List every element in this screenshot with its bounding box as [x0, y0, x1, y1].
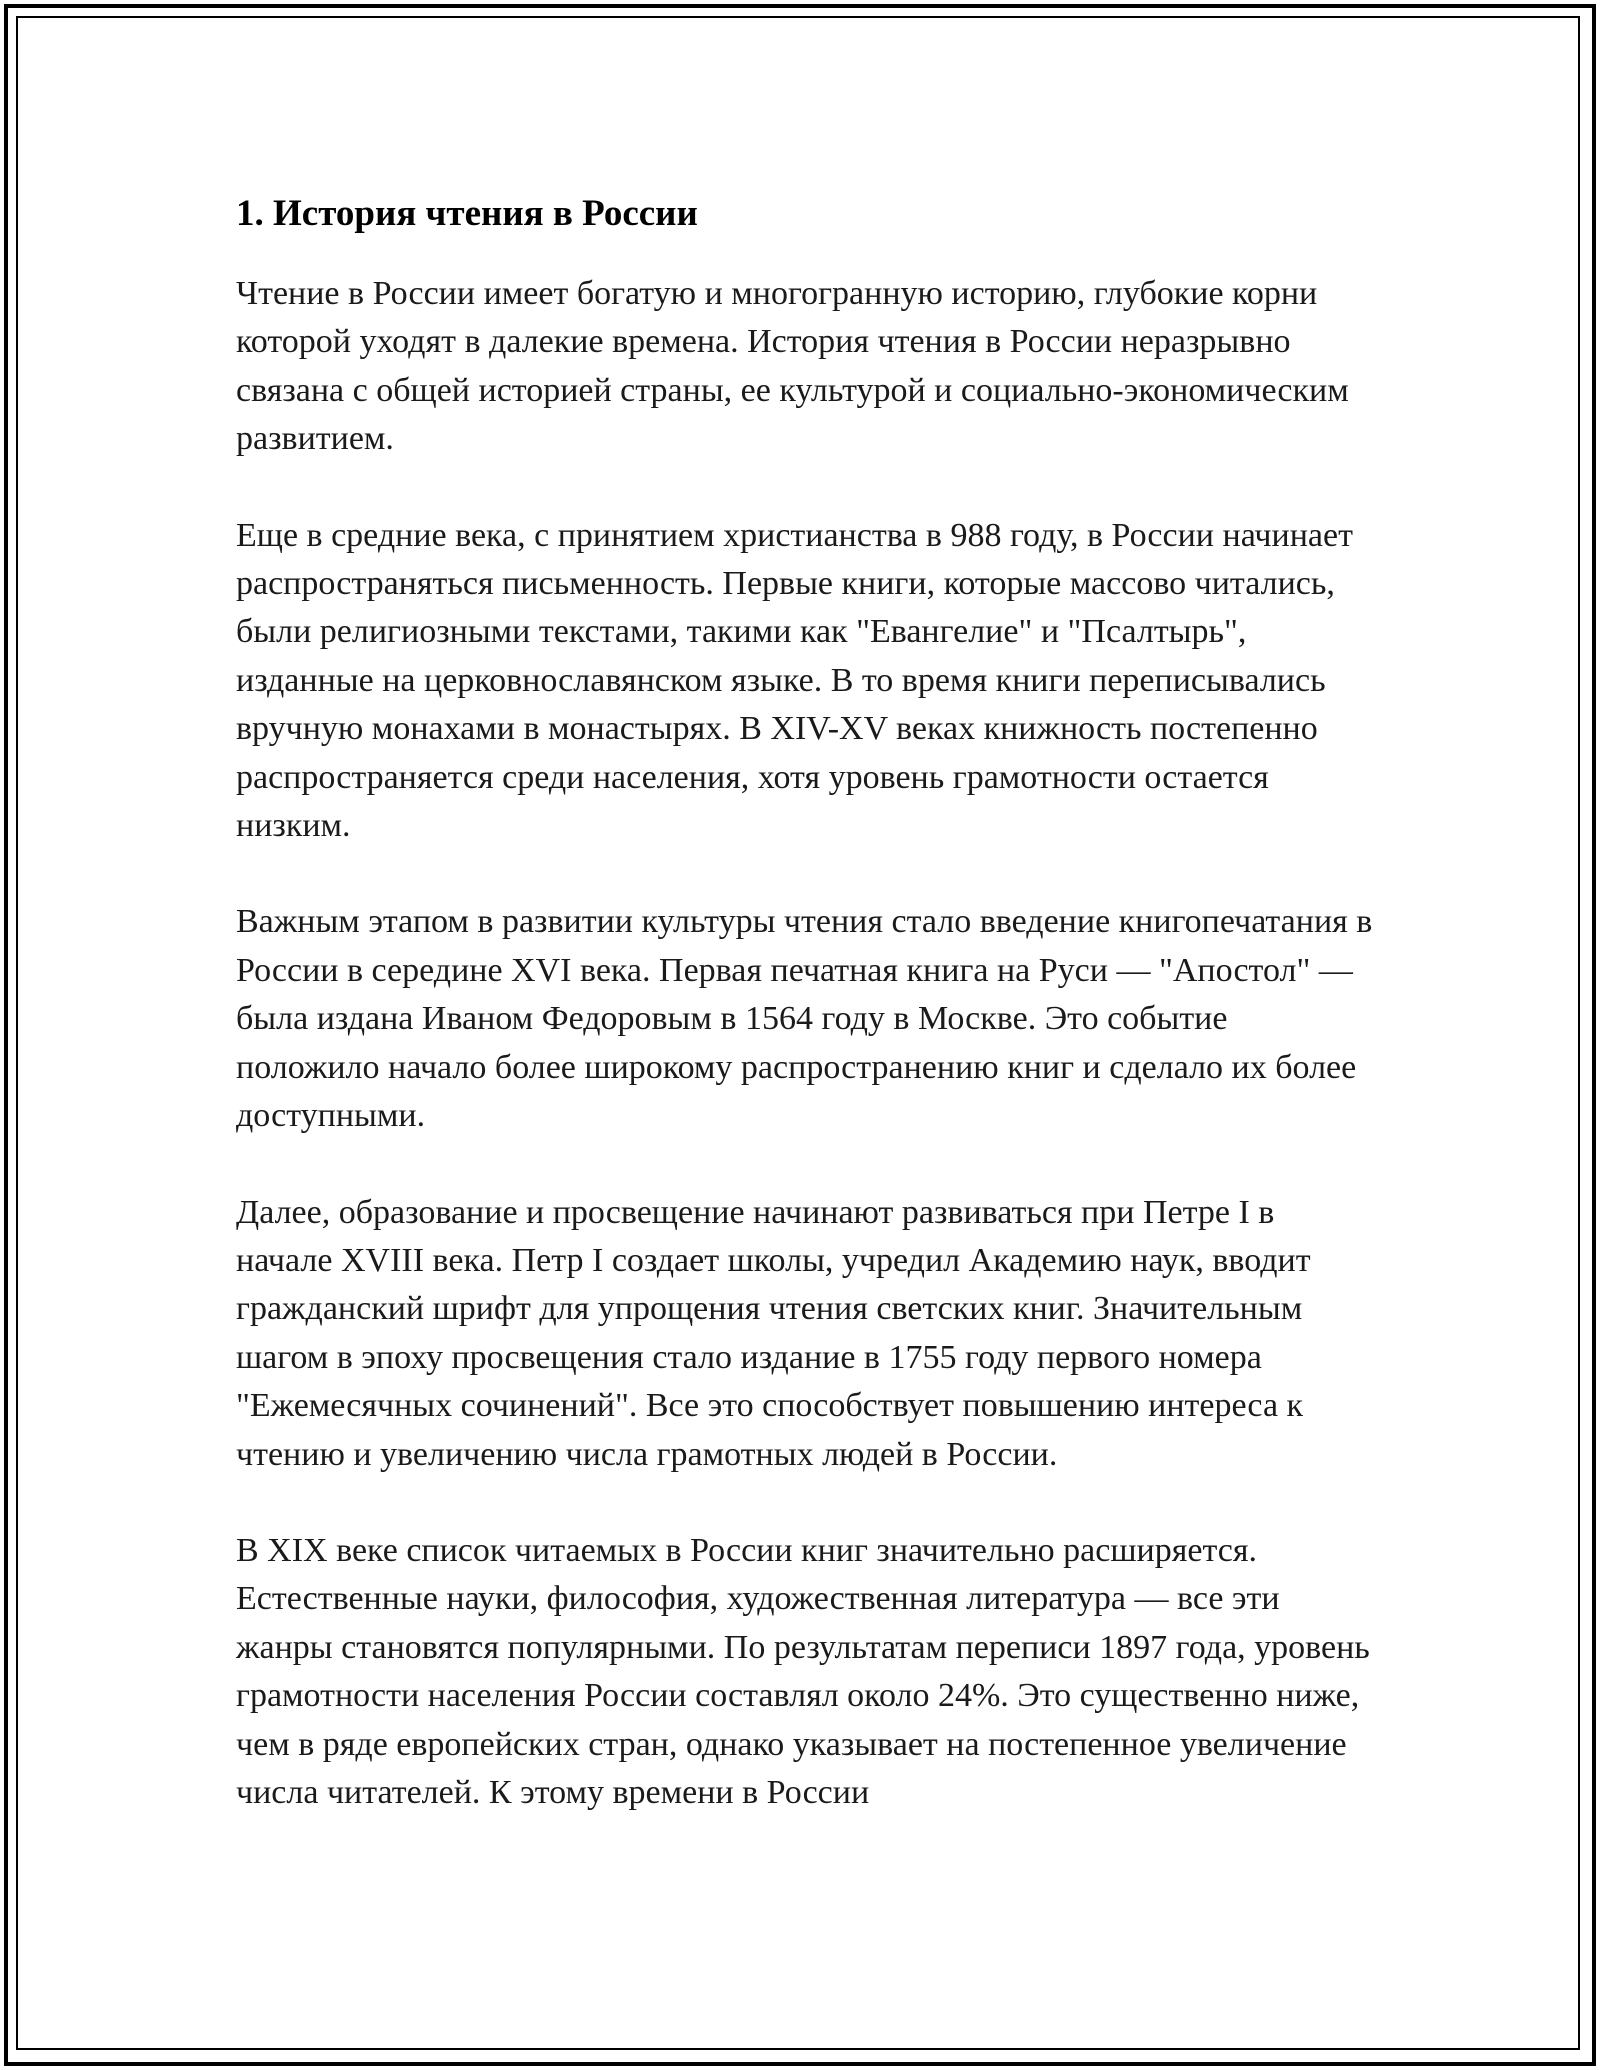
paragraph-nineteenth-century: В XIX веке список читаемых в России книг значительно расширяется. Естественные науки, философия, художественная литература — все эти жанры становятся популярными. По результатам переписи 1897 года, уровень грамотности населения России составлял около 24%. Это существенно ниже, чем в ряде европейских стран, однако указывает на постепенное увеличение числа читателей. К этому времени в России [236, 1531, 1370, 1811]
paragraph-middle-ages: Еще в средние века, с принятием христианства в 988 году, в России начинает распространяться письменность. Первые книги, которые массово читались, были религиозными текстами, такими как "Евангелие" и "Псалтырь", изданные на церковнославянском языке. В то время книги переписывались вручную монахами в монастырях. В XIV-XV веках книжность постепенно распространяется среди населения, хотя уровень грамотности остается низким. [236, 516, 1353, 845]
section-heading: 1. История чтения в России [236, 193, 698, 234]
paragraph-intro: Чтение в России имеет богатую и многогранную историю, глубокие корни которой уходят в далекие времена. История чтения в России неразрывно связана с общей историей страны, ее культурой и социально-экономическим развитием. [236, 275, 1349, 458]
paragraph-printing: Важным этапом в развитии культуры чтения стало введение книгопечатания в России в середине XVI века. Первая печатная книга на Руси — "Апостол" — была издана Иваном Федоровым в 1564 году в Москве. Это событие положило начало более широкому распространению книг и сделало их более доступными. [236, 903, 1373, 1135]
paragraph-peter-the-great: Далее, образование и просвещение начинают развиваться при Петре I в начале XVIII века. Петр I создает школы, учредил Академию наук, вводит гражданский шрифт для упрощения чтения светских книг. Значительным шагом в эпоху просвещения стало издание в 1755 году первого номера "Ежемесячных сочинений". Все это способствует повышению интереса к чтению и увеличению числа грамотных людей в России. [236, 1193, 1311, 1473]
document-body [236, 188, 1376, 1865]
